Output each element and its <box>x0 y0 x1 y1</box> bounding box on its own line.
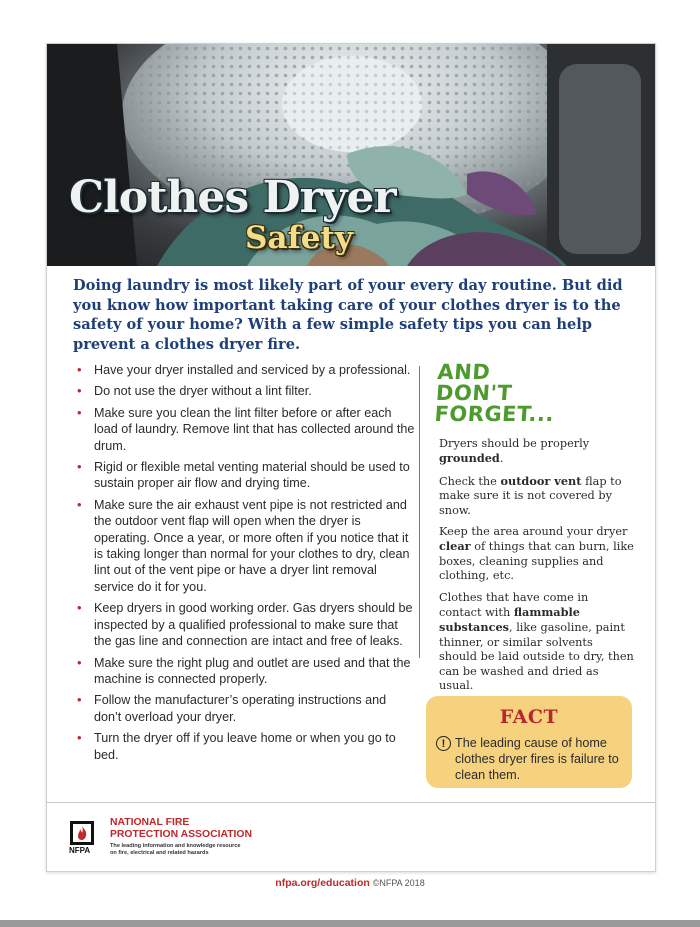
tip-text: Make sure the air exhaust vent pipe is not restricted and the outdoor vent flap will open when the dryer is operating. Once a year, or more often if you notice that it is taking longer than normal for your clothes to dry, clean lint out of the vent pipe or have a dryer lint removal service do it for you. <box>94 497 410 594</box>
footer-url-link[interactable]: nfpa.org/education <box>275 877 370 889</box>
bullet-dot-icon: • <box>77 654 82 670</box>
list-item <box>75 730 415 763</box>
intro-paragraph: Doing laundry is most likely part of your every day routine. But did you know how important taking care of your clothes dryer is to the safety of your home? With a few simple safety tips you can help prevent a clothes dryer fire. <box>73 277 623 353</box>
list-item <box>75 655 415 688</box>
list-item <box>75 362 415 378</box>
list-item <box>75 459 415 492</box>
footer-divider <box>47 802 655 803</box>
bullet-dot-icon: • <box>77 459 82 475</box>
bullet-dot-icon: • <box>77 496 82 512</box>
reminder-flammable <box>439 591 634 694</box>
fact-title: FACT <box>499 706 559 728</box>
org-tagline-line2: on fire, electrical and related hazards <box>110 850 209 856</box>
footer-copyright: ©NFPA 2018 <box>372 878 425 888</box>
tip-text: Make sure you clean the lint filter before or after each load of laundry. Remove lint that has collected around the drum. <box>94 405 415 453</box>
bullet-dot-icon: • <box>77 600 82 616</box>
list-item <box>75 383 415 399</box>
tip-text: Keep dryers in good working order. Gas dryers should be inspected by a qualified professional to make sure that the gas line and connection are intact and free of leaks. <box>94 601 413 649</box>
org-name-line1: NATIONAL FIRE <box>110 817 190 828</box>
safety-tips-list <box>75 362 415 768</box>
heading-line: FORGET... <box>433 402 555 426</box>
org-name-line2: PROTECTION ASSOCIATION <box>110 829 253 840</box>
heading-line: AND <box>436 360 492 384</box>
bullet-dot-icon: • <box>77 730 82 746</box>
reminder-emphasis: flammable substances <box>439 605 580 635</box>
nfpa-logo-icon <box>69 820 95 846</box>
alert-circle-icon: ! <box>436 736 451 751</box>
reminder-text: flap to make sure it is not covered by snow. <box>439 474 622 517</box>
reminder-text: Keep the area around your dryer <box>439 525 628 539</box>
list-item <box>75 405 415 454</box>
org-tagline-line1: The leading information and knowledge resource <box>110 843 241 849</box>
bullet-dot-icon: • <box>77 404 82 420</box>
logo-wordmark: NFPA <box>69 846 91 855</box>
tip-text: Make sure the right plug and outlet are used and that the machine is connected properly. <box>94 655 411 686</box>
tip-text: Follow the manufacturer’s operating instructions and don’t overload your dryer. <box>94 693 387 724</box>
reminder-outdoor-vent <box>439 474 634 518</box>
bullet-dot-icon: • <box>77 692 82 708</box>
reminder-emphasis: grounded <box>439 451 500 466</box>
reminder-emphasis: outdoor vent <box>500 473 582 488</box>
fact-text: The leading cause of home clothes dryer fires is failure to clean them. <box>455 736 619 782</box>
reminder-text: Clothes that have come in contact with <box>439 590 589 620</box>
tip-text: Rigid or flexible metal venting material should be used to sustain proper air flow and drying time. <box>94 460 410 491</box>
list-item <box>75 600 415 649</box>
bullet-dot-icon: • <box>77 383 82 399</box>
reminder-grounded <box>439 437 634 467</box>
heading-line: DON'T <box>435 381 513 405</box>
title-clothes-dryer: Clothes Dryer <box>69 172 396 223</box>
sidebar-reminders <box>439 437 634 701</box>
page-footer <box>0 877 700 889</box>
list-item <box>75 692 415 725</box>
reminder-text: of things that can burn, like boxes, cleaning supplies and clothing, etc. <box>439 540 634 583</box>
tip-text: Turn the dryer off if you leave home or when you go to bed. <box>94 731 396 762</box>
reminder-clear-area <box>439 525 634 584</box>
reminder-text: Check the <box>439 474 501 488</box>
reminder-text: Dryers should be properly <box>439 437 590 450</box>
title-safety: Safety <box>245 220 353 256</box>
viewer-bottom-bar <box>0 920 700 927</box>
hero-banner <box>47 44 655 266</box>
sidebar-divider <box>419 366 420 658</box>
reminder-text: , like gasoline, paint thinner, or similar solvents should be laid outside to dry, then can be washed and dried as usual. <box>439 621 634 693</box>
reminder-emphasis: clear <box>439 539 471 554</box>
and-dont-forget-heading <box>434 362 618 425</box>
list-item <box>75 497 415 595</box>
fact-box <box>426 696 632 788</box>
tip-text: Do not use the dryer without a lint filter. <box>94 384 312 399</box>
safety-flyer <box>46 43 656 872</box>
reminder-text: . <box>499 452 504 466</box>
tip-text: Have your dryer installed and serviced by a professional. <box>94 363 411 377</box>
bullet-dot-icon: • <box>77 362 82 377</box>
